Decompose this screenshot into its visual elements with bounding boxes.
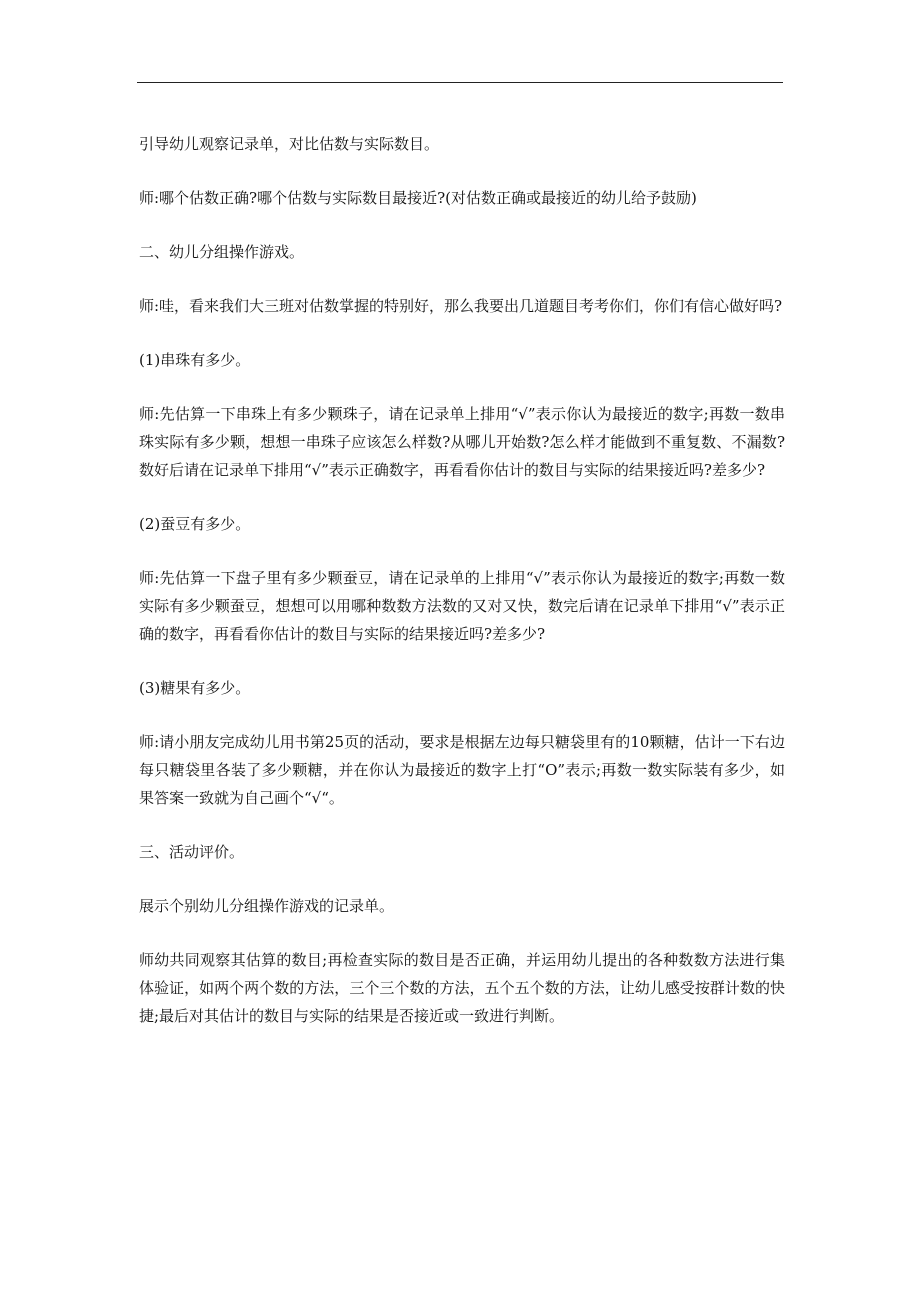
paragraph-broad-beans-instructions: 师:先估算一下盘子里有多少颗蚕豆，请在记录单的上排用“√”表示你认为最接近的数字;再数一数实际有多少颗蚕豆，想想可以用哪种数数方法数的又对又快，数完后请在记录单下排用“√”表示正确的数字，再看看你估计的数目与实际的结果接近吗?差多少?	[139, 569, 785, 643]
section-heading-evaluation: 三、活动评价。	[139, 843, 245, 861]
header-rule	[137, 82, 783, 83]
item-heading-candies: (3)糖果有多少。	[139, 679, 251, 697]
item-heading-beads: (1)串珠有多少。	[139, 351, 251, 369]
paragraph-joint-verification: 师幼共同观察其估算的数目;再检查实际的数目是否正确，并运用幼儿提出的各种数数方法进行集体验证，如两个两个数的方法，三个三个数的方法，五个五个数的方法，让幼儿感受按群计数的快捷;最后对其估计的数目与实际的结果是否接近或一致进行判断。	[139, 951, 785, 1025]
paragraph-teacher-challenge: 师:哇，看来我们大三班对估数掌握的特别好，那么我要出几道题目考考你们，你们有信心做好吗?	[139, 297, 783, 315]
paragraph-observe-record: 引导幼儿观察记录单，对比估数与实际数目。	[139, 135, 440, 153]
item-heading-broad-beans: (2)蚕豆有多少。	[139, 515, 251, 533]
document-body	[139, 130, 785, 1056]
paragraph-show-records: 展示个别幼儿分组操作游戏的记录单。	[139, 897, 395, 915]
section-heading-group-game: 二、幼儿分组操作游戏。	[139, 243, 305, 261]
paragraph-teacher-question: 师:哪个估数正确?哪个估数与实际数目最接近?(对估数正确或最接近的幼儿给予鼓励)	[139, 189, 697, 207]
paragraph-beads-instructions: 师:先估算一下串珠上有多少颗珠子，请在记录单上排用“√”表示你认为最接近的数字;再数一数串珠实际有多少颗，想想一串珠子应该怎么样数?从哪儿开始数?怎么样才能做到不重复数、不漏数?数好后请在记录单下排用“√”表示正确数字，再看看你估计的数目与实际的结果接近吗?差多少?	[139, 405, 785, 479]
paragraph-candies-instructions: 师:请小朋友完成幼儿用书第25页的活动，要求是根据左边每只糖袋里有的10颗糖，估计一下右边每只糖袋里各装了多少颗糖，并在你认为最接近的数字上打“O”表示;再数一数实际装有多少，如果答案一致就为自己画个“√“。	[139, 733, 785, 807]
